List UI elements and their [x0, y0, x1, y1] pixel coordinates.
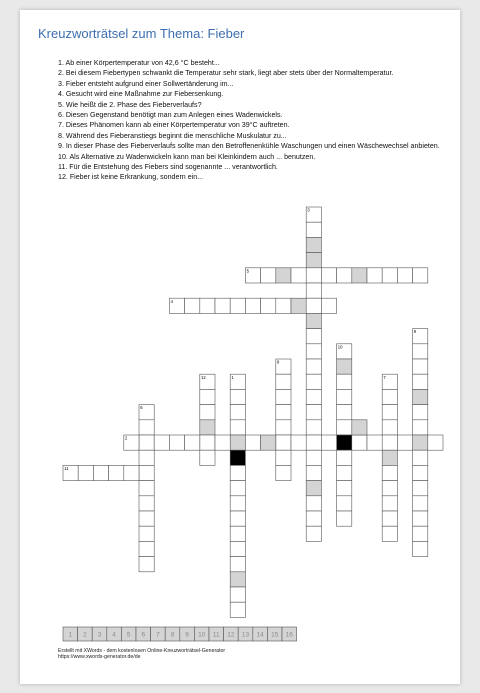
- crossword-cell[interactable]: [337, 481, 352, 496]
- clue-7: 7. Dieses Phänomen kann ab einer Körpertemperatur von 39°C auftreten.: [58, 121, 290, 130]
- clue-2: 2. Bei diesem Fiebertypen schwankt die Temperatur sehr stark, liegt aber stets über der Normaltemperatur.: [58, 69, 394, 78]
- solution-number: 14: [256, 631, 264, 639]
- crossword-cell[interactable]: [230, 405, 245, 420]
- clue-number-n12: 12: [201, 374, 206, 380]
- clue-12: 12. Fieber ist keine Erkrankung, sondern ein...: [58, 173, 204, 182]
- crossword-cell[interactable]: [230, 298, 245, 313]
- crossword-cell[interactable]: [428, 435, 443, 450]
- crossword-cell[interactable]: [139, 496, 154, 511]
- clue-8: 8. Während des Fieberanstiegs beginnt die menschliche Muskulatur zu...: [58, 131, 287, 140]
- crossword-cell[interactable]: [413, 435, 428, 450]
- crossword-cell[interactable]: [367, 435, 382, 450]
- clue-number-n2: 2: [125, 435, 128, 441]
- crossword-cell[interactable]: [261, 298, 276, 313]
- crossword-cell[interactable]: [306, 253, 321, 268]
- crossword-cell[interactable]: [306, 435, 321, 450]
- crossword-cell[interactable]: [382, 420, 397, 435]
- crossword-cell[interactable]: [413, 511, 428, 526]
- crossword-cell[interactable]: [276, 298, 291, 313]
- crossword-cell[interactable]: [154, 435, 169, 450]
- crossword-cell[interactable]: [337, 389, 352, 404]
- footer-url: https://www.xwords-generator.de/de: [58, 654, 141, 661]
- crossword-cell[interactable]: [276, 450, 291, 465]
- crossword-cell[interactable]: [306, 526, 321, 541]
- solution-number: 16: [285, 631, 293, 639]
- crossword-cell[interactable]: [139, 435, 154, 450]
- crossword-cell[interactable]: [382, 526, 397, 541]
- crossword-cell[interactable]: [413, 450, 428, 465]
- crossword-cell[interactable]: [200, 389, 215, 404]
- crossword-cell[interactable]: [139, 511, 154, 526]
- crossword-cell[interactable]: [291, 298, 306, 313]
- crossword-cell[interactable]: [230, 420, 245, 435]
- crossword-cell[interactable]: [413, 481, 428, 496]
- solution-number: 4: [112, 631, 116, 639]
- crossword-cell[interactable]: [306, 344, 321, 359]
- crossword-cell[interactable]: [230, 496, 245, 511]
- crossword-cell[interactable]: [276, 268, 291, 283]
- crossword-cell[interactable]: [306, 283, 321, 298]
- crossword-cell[interactable]: [413, 465, 428, 480]
- crossword-cell[interactable]: [337, 465, 352, 480]
- clue-10: 10. Als Alternative zu Wadenwickeln kann man bei Kleinkindern auch ... benutzen.: [58, 152, 316, 161]
- clue-number-n11: 11: [64, 466, 69, 471]
- clue-5: 5. Wie heißt die 2. Phase des Fieberverlaufs?: [58, 100, 202, 109]
- clue-4: 4. Gesucht wird eine Maßnahme zur Fiebersenkung.: [58, 90, 224, 99]
- crossword-cell[interactable]: [276, 420, 291, 435]
- crossword-cell[interactable]: [306, 313, 321, 328]
- crossword-cell[interactable]: [413, 405, 428, 420]
- crossword-cell[interactable]: [306, 481, 321, 496]
- crossword-cell[interactable]: [200, 298, 215, 313]
- crossword-cell[interactable]: [169, 435, 184, 450]
- crossword-cell[interactable]: [352, 420, 367, 435]
- crossword-cell[interactable]: [109, 465, 124, 480]
- crossword-cell[interactable]: [306, 389, 321, 404]
- crossword-cell[interactable]: [78, 465, 93, 480]
- crossword-cell[interactable]: [230, 511, 245, 526]
- crossword-cell[interactable]: [306, 511, 321, 526]
- clue-11: 11. Für die Entstehung des Fiebers sind sogenannte ... verantwortlich.: [58, 163, 278, 172]
- solution-number: 15: [271, 631, 279, 639]
- crossword-cell[interactable]: [200, 420, 215, 435]
- clue-number-n10: 10: [337, 344, 343, 350]
- crossword-cell[interactable]: [276, 465, 291, 480]
- solution-number: 10: [198, 631, 206, 639]
- clue-9: 9. In dieser Phase des Fieberverlaufs sollte man den Betroffenenkühle Waschungen und einen Wäschewechsel anbieten.: [58, 142, 440, 151]
- page-title: Kreuzworträtsel zum Thema: Fieber: [38, 26, 245, 41]
- footer: [58, 648, 225, 661]
- crossword-cell[interactable]: [352, 435, 367, 450]
- crossword-cell[interactable]: [321, 435, 336, 450]
- crossword-cell[interactable]: [321, 298, 336, 313]
- solution-number: 12: [227, 631, 235, 639]
- crossword-cell[interactable]: [306, 465, 321, 480]
- crossword-cell[interactable]: [230, 389, 245, 404]
- crossword-cell[interactable]: [337, 420, 352, 435]
- crossword-cell[interactable]: [382, 268, 397, 283]
- crossword-cell[interactable]: [200, 450, 215, 465]
- crossword-cell[interactable]: [382, 405, 397, 420]
- crossword-cell[interactable]: [139, 465, 154, 480]
- crossword-cell[interactable]: [276, 435, 291, 450]
- clue-3: 3. Fieber entsteht aufgrund einer Sollwertänderung im...: [58, 79, 234, 88]
- crossword-cell[interactable]: [139, 481, 154, 496]
- clue-number-n5: 5: [246, 268, 249, 274]
- crossword-cell[interactable]: [337, 496, 352, 511]
- crossword-cell[interactable]: [306, 420, 321, 435]
- crossword-cell[interactable]: [337, 450, 352, 465]
- clue-number-n9: 9: [413, 329, 417, 335]
- crossword-cell[interactable]: [230, 602, 245, 617]
- crossword-cell[interactable]: [337, 268, 352, 283]
- crossword-cell[interactable]: [230, 435, 245, 450]
- crossword-cell[interactable]: [382, 450, 397, 465]
- crossword-cell[interactable]: [306, 329, 321, 344]
- crossword-cell[interactable]: [124, 465, 139, 480]
- crossword-cell[interactable]: [139, 420, 154, 435]
- crossword-cell[interactable]: [306, 405, 321, 420]
- crossword-cell[interactable]: [382, 465, 397, 480]
- crossword-cell[interactable]: [230, 481, 245, 496]
- crossword-cell[interactable]: [413, 374, 428, 389]
- crossword-cell[interactable]: [245, 435, 260, 450]
- footer-credit: Erstellt mit XWords - dem kostenlosen Online-Kreuzworträtsel-Generator: [58, 648, 226, 654]
- crossword-cell[interactable]: [139, 526, 154, 541]
- crossword-cell[interactable]: [306, 450, 321, 465]
- crossword-cell[interactable]: [413, 420, 428, 435]
- clue-1: 1. Ab einer Körpertemperatur von 42,6 °C besteht...: [58, 59, 220, 67]
- crossword-cell[interactable]: [306, 374, 321, 389]
- solution-number: 2: [83, 631, 87, 639]
- clue-number-n3: 3: [307, 207, 310, 213]
- crossword-cell[interactable]: [230, 587, 245, 602]
- crossword-cell[interactable]: [185, 435, 200, 450]
- clue-number-n1: 1: [231, 374, 234, 380]
- crossword-cell[interactable]: [397, 268, 412, 283]
- crossword-cell[interactable]: [245, 298, 260, 313]
- crossword-cell[interactable]: [230, 526, 245, 541]
- solution-number: 1: [68, 631, 73, 639]
- solution-number: 9: [185, 631, 189, 639]
- solution-number: 7: [156, 631, 160, 639]
- clue-number-n4: 4: [170, 298, 173, 304]
- clue-6: 6. Diesen Gegenstand benötigt man zum Anlegen eines Wadenwickels.: [58, 111, 283, 120]
- crossword-cell[interactable]: [200, 405, 215, 420]
- crossword-cell[interactable]: [230, 450, 245, 465]
- crossword-cell[interactable]: [382, 435, 397, 450]
- crossword-cell[interactable]: [382, 389, 397, 404]
- solution-number: 3: [97, 631, 102, 639]
- crossword-cell[interactable]: [352, 268, 367, 283]
- crossword-cell[interactable]: [261, 268, 276, 283]
- crossword-cell[interactable]: [93, 465, 108, 480]
- solution-number: 13: [241, 631, 250, 639]
- clue-number-n7: 7: [383, 374, 386, 380]
- crossword-cell[interactable]: [230, 541, 245, 556]
- crossword-cell[interactable]: [413, 268, 428, 283]
- crossword-cell[interactable]: [306, 496, 321, 511]
- solution-number: 6: [141, 631, 146, 639]
- crossword-cell[interactable]: [397, 435, 412, 450]
- solution-number: 11: [212, 631, 220, 639]
- crossword-cell[interactable]: [276, 374, 291, 389]
- clue-number-n6: 6: [140, 405, 143, 411]
- crossword-cell[interactable]: [306, 268, 321, 283]
- crossword-cell[interactable]: [367, 268, 382, 283]
- crossword-cell[interactable]: [413, 526, 428, 541]
- crossword-cell[interactable]: [215, 298, 230, 313]
- crossword-cell[interactable]: [230, 557, 245, 572]
- crossword-cell[interactable]: [337, 511, 352, 526]
- crossword-cell[interactable]: [291, 435, 306, 450]
- crossword-cell[interactable]: [382, 511, 397, 526]
- solution-number: 5: [126, 631, 131, 639]
- crossword-cell[interactable]: [337, 435, 352, 450]
- crossword-cell[interactable]: [215, 435, 230, 450]
- crossword-cell[interactable]: [306, 298, 321, 313]
- crossword-cell[interactable]: [337, 374, 352, 389]
- crossword-cell[interactable]: [413, 344, 428, 359]
- crossword-cell[interactable]: [306, 222, 321, 237]
- crossword-cell[interactable]: [413, 496, 428, 511]
- crossword-cell[interactable]: [413, 541, 428, 556]
- crossword-cell[interactable]: [230, 572, 245, 587]
- crossword-cell[interactable]: [230, 465, 245, 480]
- crossword-cell[interactable]: [413, 389, 428, 404]
- crossword-cell[interactable]: [291, 268, 306, 283]
- crossword-cell[interactable]: [306, 359, 321, 374]
- crossword-cell[interactable]: [337, 359, 352, 374]
- crossword-cell[interactable]: [261, 435, 276, 450]
- crossword-cell[interactable]: [321, 268, 336, 283]
- crossword-cell[interactable]: [139, 541, 154, 556]
- crossword-cell[interactable]: [276, 405, 291, 420]
- crossword-cell[interactable]: [185, 298, 200, 313]
- crossword-cell[interactable]: [382, 496, 397, 511]
- crossword-cell[interactable]: [200, 435, 215, 450]
- crossword-cell[interactable]: [139, 557, 154, 572]
- crossword-cell[interactable]: [139, 450, 154, 465]
- crossword-cell[interactable]: [306, 237, 321, 252]
- crossword-cell[interactable]: [413, 359, 428, 374]
- solution-number: 8: [170, 631, 175, 639]
- crossword-cell[interactable]: [382, 481, 397, 496]
- clue-number-n8: 8: [277, 359, 280, 365]
- crossword-cell[interactable]: [276, 389, 291, 404]
- crossword-cell[interactable]: [337, 405, 352, 420]
